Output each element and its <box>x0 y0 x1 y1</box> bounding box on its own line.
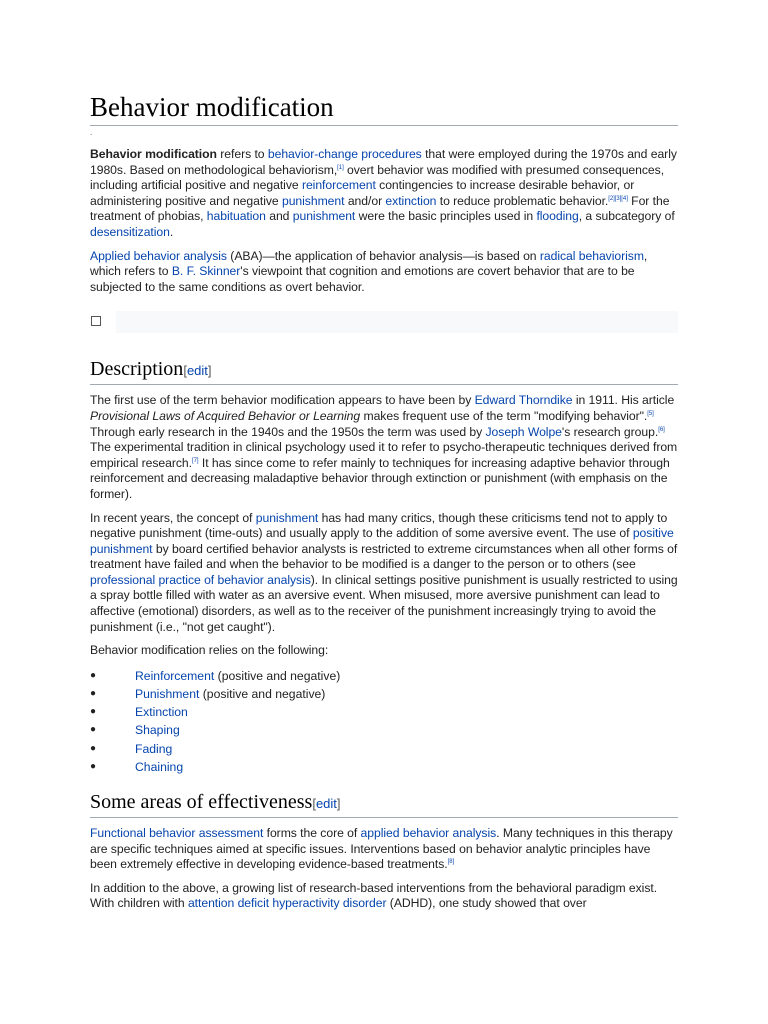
link-punishment-2[interactable]: punishment <box>292 209 356 224</box>
link-punishment[interactable]: punishment <box>281 193 345 208</box>
link-applied-behavior-analysis[interactable]: Applied behavior analysis <box>90 248 227 263</box>
edit-link[interactable]: edit <box>315 796 337 812</box>
reference-6[interactable]: [6] <box>658 426 665 433</box>
link-edward-thorndike[interactable]: Edward Thorndike <box>474 393 573 408</box>
link-functional-behavior-assessment[interactable]: Functional behavior assessment <box>90 826 264 841</box>
title-dot: . <box>90 128 93 137</box>
description-paragraph-1: The first use of the term behavior modification appears to have been by Edward Thorndike in 1911. His article Provisional Laws of Acquired Behavior or Learning makes frequent use of the term "modifying behavior".[5] Through early research in the 1940s and the 1950s the term was used by Joseph Wolpe's research group.[6] The experimental tradition in clinical psychology used it to refer to psycho-therapeutic techniques derived from empirical research.[7] It has since come to refer mainly to techniques for increasing adaptive behavior through reinforcement and decreasing maladaptive behavior through extinction or punishment (with emphasis on the former). <box>90 393 678 501</box>
description-paragraph-2: In recent years, the concept of punishment has had many critics, though these criticisms tend not to apply to negative punishment (time-outs) and usually apply to the addition of some aversive event. The use of positive punishment by board certified behavior analysts is restricted to extreme circumstances when all other forms of treatment have failed and when the behavior to be modified is a danger to the person or to others (see professional practice of behavior analysis). In clinical settings positive punishment is usually restricted to using a spray bottle filled with water as an aversive event. When misused, more aversive punishment can lead to affective (emotional) disorders, as well as to the receiver of the punishment increasingly trying to avoid the punishment (i.e., "not get caught"). <box>90 510 678 634</box>
list-item: ● Reinforcement (positive and negative) <box>90 668 341 683</box>
intro-bold-term: Behavior modification <box>90 147 217 161</box>
article-content <box>90 90 678 920</box>
page-title: Behavior modification <box>90 90 678 126</box>
edit-link-effectiveness: [edit] <box>312 796 341 812</box>
link-punishment-3[interactable]: punishment <box>255 510 319 525</box>
technique-list <box>90 667 678 776</box>
list-item: ● Extinction <box>90 705 188 720</box>
link-extinction[interactable]: extinction <box>385 193 437 208</box>
list-item: ● Chaining <box>90 759 184 774</box>
effectiveness-paragraph-2: In addition to the above, a growing list of research-based interventions from the behavioral paradigm exist. With children with attention deficit hyperactivity disorder (ADHD), one study showed that over <box>90 880 658 911</box>
reference-2-3-4[interactable]: [2][3][4] <box>608 195 628 202</box>
list-item: ● Fading <box>90 741 173 756</box>
list-item: ● Punishment (positive and negative) <box>90 687 326 702</box>
edit-link[interactable]: edit <box>186 363 208 379</box>
reference-5[interactable]: [5] <box>647 410 654 417</box>
link-habituation[interactable]: habituation <box>206 209 266 224</box>
reference-7[interactable]: [7] <box>192 457 199 464</box>
link-adhd[interactable]: attention deficit hyperactivity disorder <box>187 896 387 911</box>
table-of-contents <box>90 311 678 333</box>
intro-paragraph-1: Behavior modification refers to behavior-change procedures that were employed during the 1970s and early 1980s. Based on methodological behaviorism,[1] overt behavior was modified with presumed consequences, including artificial positive and negative reinforcement contingencies to increase desirable behavior, or administering positive and negative punishment and/or extinction to reduce problematic behavior.[2][3][4] For the treatment of phobias, habituation and punishment were the basic principles used in flooding, a subcategory of desensitization. <box>90 147 677 239</box>
section-heading-description: Description[edit] <box>90 357 678 385</box>
link-radical-behaviorism[interactable]: radical behaviorism <box>539 248 644 263</box>
toc-toggle-checkbox[interactable] <box>91 316 101 326</box>
link-behavior-change-procedures[interactable]: behavior-change procedures <box>267 147 422 161</box>
link-bf-skinner[interactable]: B. F. Skinner <box>171 264 241 279</box>
article-title-italic: Provisional Laws of Acquired Behavior or Learning <box>90 408 361 423</box>
description-paragraph-3: Behavior modification relies on the following: <box>90 643 329 658</box>
list-item: ● Shaping <box>90 723 180 738</box>
reference-1[interactable]: [1] <box>337 164 344 171</box>
link-reinforcement[interactable]: reinforcement <box>301 178 376 193</box>
intro-paragraph-2: Applied behavior analysis (ABA)—the application of behavior analysis—is based on radical behaviorism, which refers to B. F. Skinner's viewpoint that cognition and emotions are covert behavior that are to be subjected to the same conditions as overt behavior. <box>90 248 648 294</box>
section-heading-effectiveness: Some areas of effectiveness[edit] <box>90 790 678 818</box>
link-desensitization[interactable]: desensitization <box>90 224 170 239</box>
link-applied-behavior-analysis-2[interactable]: applied behavior analysis <box>360 826 497 841</box>
link-joseph-wolpe[interactable]: Joseph Wolpe <box>485 424 562 439</box>
link-flooding[interactable]: flooding <box>536 209 579 224</box>
effectiveness-paragraph-1: Functional behavior assessment forms the core of applied behavior analysis. Many techniques in this therapy are specific techniques aimed at specific issues. Interventions based on behavior analytic principles have been extremely effective in developing evidence-based treatments.[8] <box>90 826 673 872</box>
link-professional-practice[interactable]: professional practice of behavior analysis <box>90 572 311 587</box>
link-positive-punishment[interactable]: positive punishment <box>90 526 674 556</box>
reference-8[interactable]: [8] <box>447 859 455 866</box>
edit-link-description: [edit] <box>183 363 212 379</box>
